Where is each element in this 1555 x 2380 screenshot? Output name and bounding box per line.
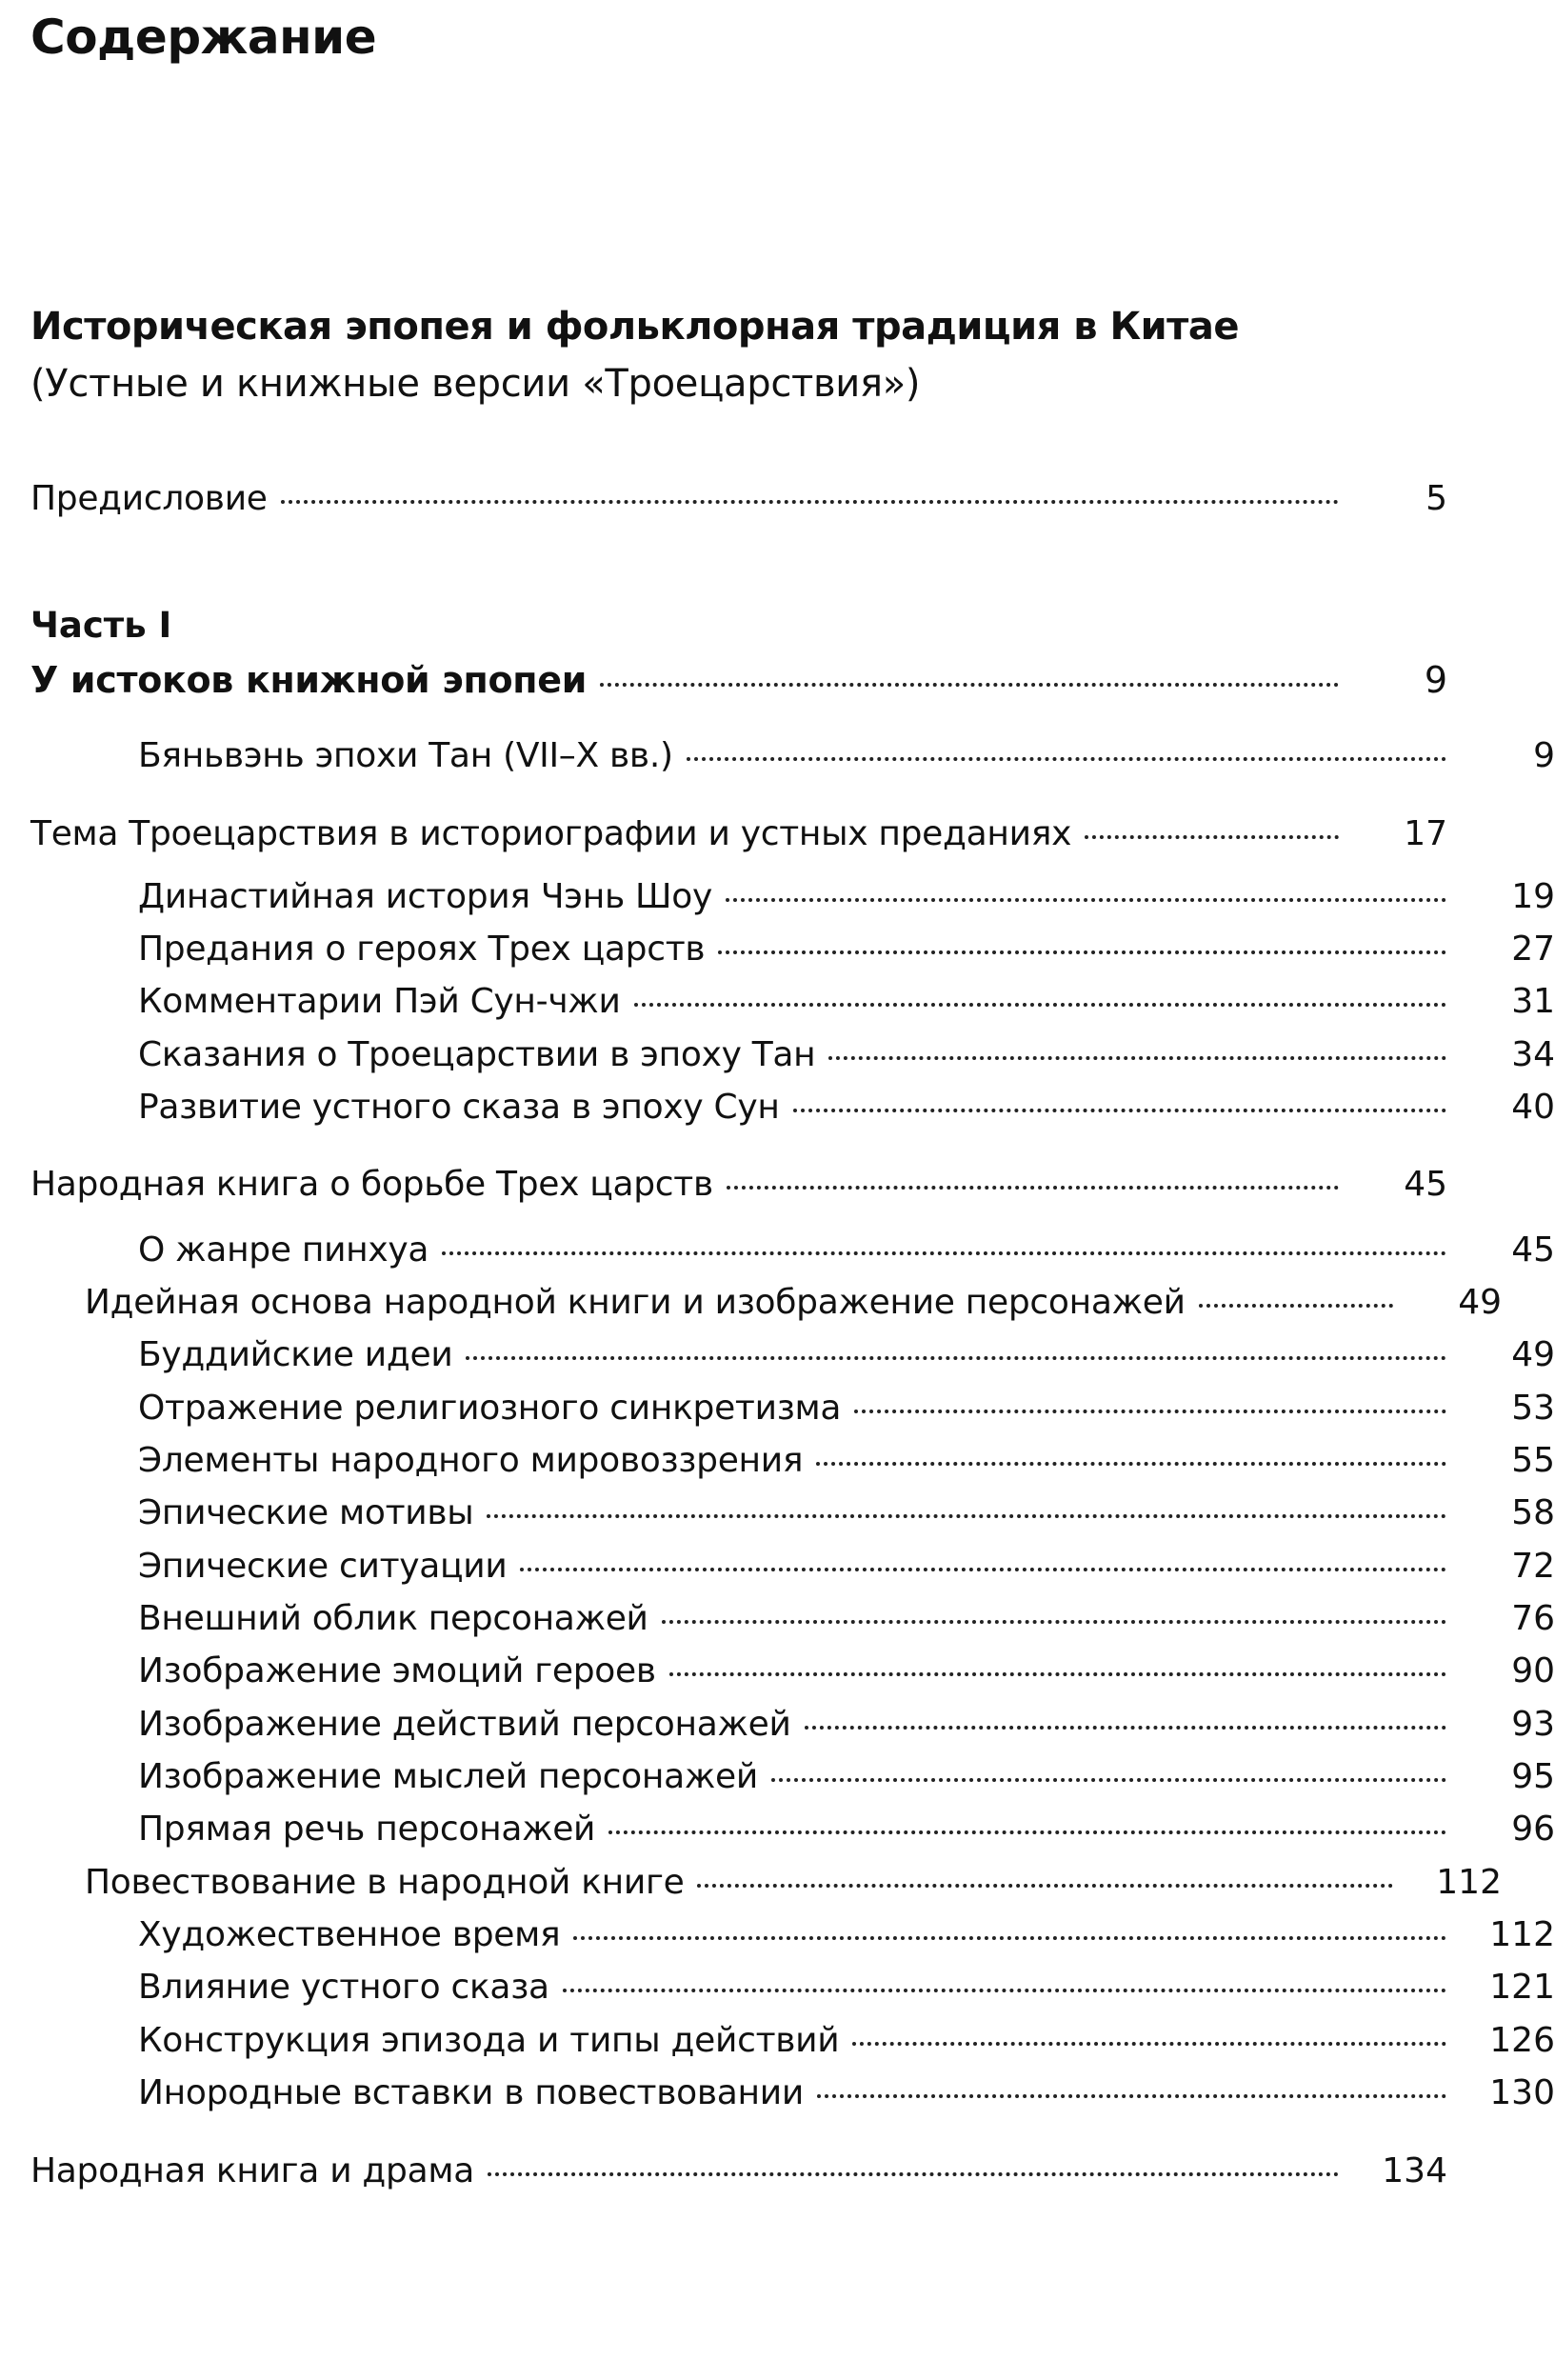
toc-entry-title: Влияние устного сказа <box>138 1968 549 2007</box>
toc-entry[interactable] <box>30 1085 1555 1130</box>
toc-entry-page: 55 <box>1511 1441 1555 1480</box>
toc-entry-title: Комментарии Пэй Сун-чжи <box>138 982 621 1021</box>
dot-leader <box>520 1568 1446 1571</box>
dot-leader <box>487 1514 1446 1518</box>
toc-entry-page: 5 <box>1425 479 1447 518</box>
toc-entry-title: Тема Троецарствия в историографии и устных преданиях <box>30 814 1072 853</box>
dot-leader <box>816 1462 1446 1466</box>
toc-entry-page: 95 <box>1511 1757 1555 1796</box>
toc-entry[interactable] <box>30 811 1447 857</box>
book-title: Историческая эпопея и фольклорная традиция в Китае <box>30 305 1239 349</box>
toc-entry[interactable] <box>30 1544 1555 1590</box>
toc-entry[interactable] <box>30 874 1555 920</box>
toc-entry[interactable] <box>30 1860 1502 1906</box>
toc-entry-title: Предисловие <box>30 479 268 518</box>
toc-entry-page: 34 <box>1511 1035 1555 1074</box>
toc-entry-page: 49 <box>1458 1283 1502 1322</box>
dot-leader <box>793 1109 1446 1112</box>
dot-leader <box>854 1410 1446 1413</box>
toc-entry-title: Прямая речь персонажей <box>138 1810 596 1849</box>
toc-entry-page: 90 <box>1511 1651 1555 1690</box>
toc-entry[interactable] <box>30 733 1555 779</box>
toc-entry-title: Династийная история Чэнь Шоу <box>138 877 712 916</box>
toc-entry-page: 27 <box>1511 930 1555 969</box>
toc-entry-title: Бяньвэнь эпохи Тан (VII–X вв.) <box>138 736 673 775</box>
toc-entry[interactable] <box>30 1280 1502 1326</box>
dot-leader <box>828 1056 1446 1060</box>
toc-entry-page: 126 <box>1489 2021 1555 2060</box>
toc-entry[interactable] <box>30 1596 1555 1642</box>
toc-entry-title: Изображение мыслей персонажей <box>138 1757 758 1796</box>
toc-entry-page: 121 <box>1489 1968 1555 2007</box>
toc-entry[interactable] <box>30 1032 1555 1078</box>
toc-entry-title: У истоков книжной эпопеи <box>30 659 588 701</box>
dot-leader <box>1085 835 1339 839</box>
toc-entry[interactable] <box>30 2018 1555 2064</box>
dot-leader <box>600 683 1339 687</box>
toc-entry-page: 45 <box>1511 1230 1555 1270</box>
dot-leader <box>442 1251 1446 1255</box>
toc-entry[interactable] <box>30 1649 1555 1694</box>
toc-entry-page: 17 <box>1404 814 1447 853</box>
toc-entry-page: 49 <box>1511 1335 1555 1374</box>
toc-entry[interactable] <box>30 1702 1555 1748</box>
toc-entry-page: 96 <box>1511 1810 1555 1849</box>
dot-leader <box>662 1620 1446 1624</box>
dot-leader <box>718 950 1446 954</box>
dot-leader <box>669 1672 1446 1676</box>
dot-leader <box>771 1778 1446 1782</box>
toc-entry[interactable] <box>30 1438 1555 1484</box>
toc-entry[interactable] <box>30 979 1555 1025</box>
toc-entry-page: 76 <box>1511 1599 1555 1638</box>
toc-entry[interactable] <box>30 927 1555 972</box>
toc-entry-title: Развитие устного сказа в эпоху Сун <box>138 1088 780 1127</box>
dot-leader <box>852 2042 1446 2046</box>
dot-leader <box>726 898 1446 902</box>
dot-leader <box>281 500 1339 504</box>
toc-entry-title: Народная книга и драма <box>30 2151 474 2190</box>
toc-entry-title: Народная книга о борьбе Трех царств <box>30 1165 713 1204</box>
toc-entry[interactable] <box>30 1228 1555 1273</box>
toc-entry-page: 112 <box>1436 1863 1502 1902</box>
toc-entry-title: Конструкция эпизода и типы действий <box>138 2021 840 2060</box>
toc-entry[interactable] <box>30 657 1447 703</box>
dot-leader <box>1199 1304 1393 1308</box>
toc-entry[interactable] <box>30 1754 1555 1800</box>
toc-entry-title: Инородные вставки в повествовании <box>138 2073 804 2112</box>
toc-entry-title: Внешний облик персонажей <box>138 1599 648 1638</box>
dot-leader <box>488 2172 1339 2176</box>
toc-entry-title: Предания о героях Трех царств <box>138 930 706 969</box>
toc-entry[interactable] <box>30 1490 1555 1536</box>
dot-leader <box>573 1936 1446 1940</box>
dot-leader <box>687 757 1446 761</box>
toc-entry-page: 93 <box>1511 1705 1555 1744</box>
toc-entry-title: Изображение эмоций героев <box>138 1651 656 1690</box>
toc-entry[interactable] <box>30 1912 1555 1958</box>
toc-entry-title: Отражение религиозного синкретизма <box>138 1389 842 1428</box>
toc-entry-title: Элементы народного мировоззрения <box>138 1441 804 1480</box>
dot-leader <box>608 1830 1446 1834</box>
toc-entry-title: О жанре пинхуа <box>138 1230 429 1270</box>
dot-leader <box>805 1726 1446 1730</box>
toc-entry-page: 9 <box>1533 736 1555 775</box>
toc-entry[interactable] <box>30 1332 1555 1378</box>
toc-entry[interactable] <box>30 476 1447 522</box>
toc-entry[interactable] <box>30 1162 1447 1208</box>
toc-entry-page: 45 <box>1404 1165 1447 1204</box>
toc-entry-title: Эпические мотивы <box>138 1493 474 1532</box>
toc-entry-page: 9 <box>1424 659 1447 701</box>
dot-leader <box>466 1356 1446 1360</box>
toc-entry-page: 72 <box>1511 1547 1555 1586</box>
toc-entry-page: 112 <box>1489 1915 1555 1954</box>
toc-entry-title: Идейная основа народной книги и изображение персонажей <box>85 1283 1186 1322</box>
page-title: Содержание <box>30 10 377 65</box>
toc-entry-page: 130 <box>1489 2073 1555 2112</box>
toc-entry-page: 19 <box>1511 877 1555 916</box>
dot-leader <box>727 1186 1339 1190</box>
toc-entry[interactable] <box>30 1965 1555 2010</box>
dot-leader <box>634 1003 1446 1007</box>
toc-entry-page: 53 <box>1511 1389 1555 1428</box>
toc-entry-page: 134 <box>1382 2151 1447 2190</box>
dot-leader <box>563 1989 1446 1992</box>
toc-entry-page: 58 <box>1511 1493 1555 1532</box>
toc-entry-title: Сказания о Троецарствии в эпоху Тан <box>138 1035 816 1074</box>
dot-leader <box>817 2094 1446 2098</box>
toc-entry-page: 31 <box>1511 982 1555 1021</box>
toc-entry-title: Эпические ситуации <box>138 1547 508 1586</box>
toc-entry-title: Художественное время <box>138 1915 561 1954</box>
book-subtitle: (Устные и книжные версии «Троецарствия») <box>30 362 921 406</box>
toc-entry[interactable] <box>30 1386 1555 1431</box>
toc-entry[interactable] <box>30 2149 1447 2194</box>
toc-entry-title: Изображение действий персонажей <box>138 1705 791 1744</box>
toc-entry[interactable] <box>30 1807 1555 1852</box>
dot-leader <box>697 1884 1393 1888</box>
toc-entry-title: Повествование в народной книге <box>85 1863 685 1902</box>
toc-entry-title: Буддийские идеи <box>138 1335 453 1374</box>
toc-entry-page: 40 <box>1511 1088 1555 1127</box>
toc-entry[interactable] <box>30 2070 1555 2116</box>
part-label: Часть I <box>30 605 172 646</box>
